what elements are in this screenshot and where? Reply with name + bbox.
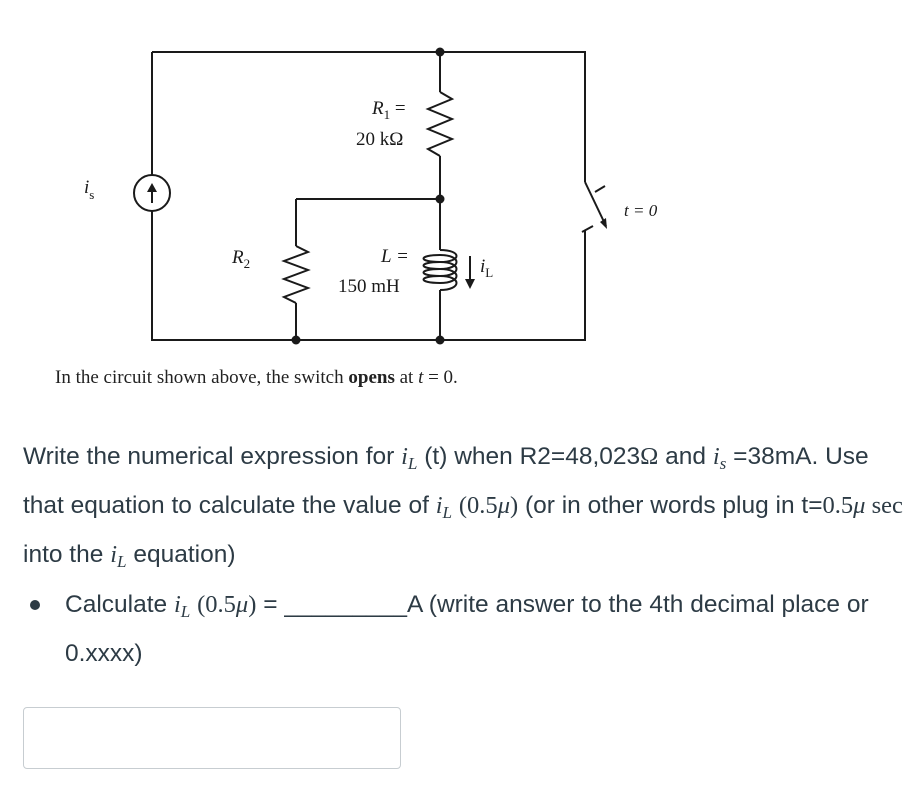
label-r1: $R_1$ =	[372, 98, 406, 122]
label-il: $i_L$	[480, 256, 494, 280]
label-is: $i_s$	[84, 177, 95, 202]
task-item: Calculate $i_L$ (0.5μ) = _________A (write answer to the 4th decimal place or 0.xxxx)	[23, 584, 903, 675]
label-l: L =	[381, 246, 409, 267]
resistor-r2	[284, 246, 308, 303]
answer-blank: _________	[277, 591, 407, 618]
label-switch: t = 0	[624, 201, 658, 220]
question-text: Write the numerical expression for $i_L$ (t) when R2=48,023Ω and $i_s =38mA$. Use that equation to calculate the value of $i_L$ (0.5μ) (or in other words plug in t=0.5μ sec into the $i_L$ equation)	[23, 443, 903, 572]
figure-caption: In the circuit shown above, the switch opens at t = 0.	[55, 367, 458, 388]
node-bottom-right	[436, 336, 445, 345]
bullet-icon	[30, 600, 40, 610]
answer-input[interactable]	[23, 707, 401, 769]
label-r1-value: 20 kΩ	[356, 129, 404, 150]
wire-top-right	[440, 52, 585, 182]
label-r2: $R_2$	[232, 247, 251, 271]
switch-blade	[585, 182, 606, 226]
node-mid	[436, 195, 445, 204]
label-l-value: 150 mH	[338, 276, 400, 297]
inductor-coil	[424, 250, 457, 290]
resistor-r1	[428, 92, 452, 156]
circuit-diagram	[0, 0, 920, 400]
task-list	[23, 584, 903, 675]
node-bottom-left	[292, 336, 301, 345]
node-top	[436, 48, 445, 57]
